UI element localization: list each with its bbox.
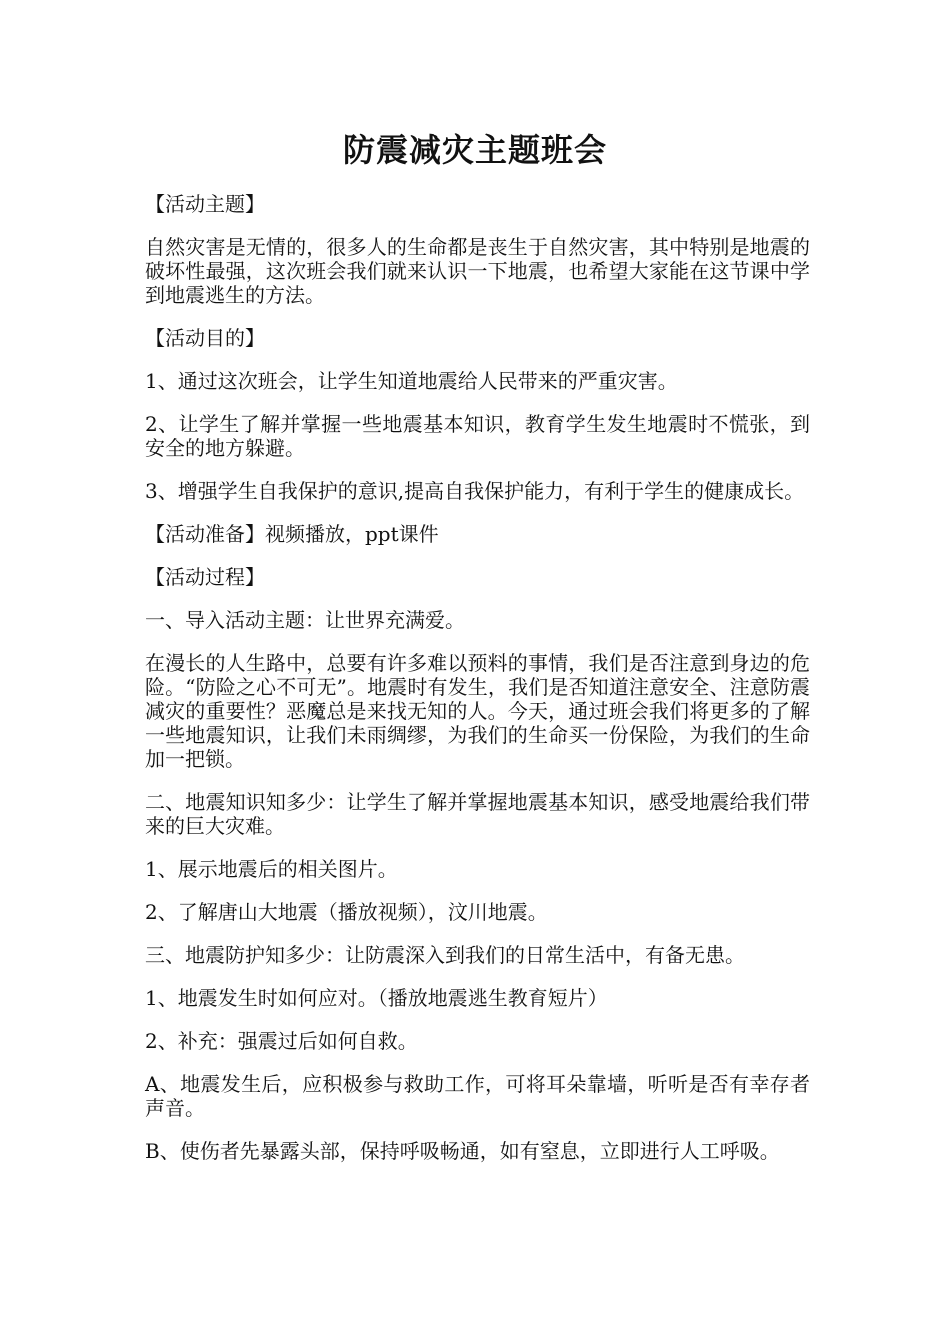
- process-step-2-item-1: 1、展示地震后的相关图片。: [145, 857, 398, 881]
- section-preparation: 【活动准备】视频播放，ppt课件: [145, 522, 439, 546]
- self-rescue-item-b: B、使伤者先暴露头部，保持呼吸畅通，如有窒息，立即进行人工呼吸。: [145, 1139, 780, 1163]
- process-step-2-heading: 二、地震知识知多少：让学生了解并掌握地震基本知识，感受地震给我们带来的巨大灾难。: [145, 790, 810, 838]
- paragraph-theme-text: 自然灾害是无情的，很多人的生命都是丧生于自然灾害，其中特别是地震的破坏性最强，这次班会我们就来认识一下地震，也希望大家能在这节课中学到地震逃生的方法。: [145, 235, 810, 307]
- process-step-3-heading: 三、地震防护知多少：让防震深入到我们的日常生活中，有备无患。: [145, 943, 745, 967]
- process-step-2-item-2: 2、了解唐山大地震（播放视频），汶川地震。: [145, 900, 548, 924]
- section-heading-theme: 【活动主题】: [145, 192, 265, 216]
- document-title: 防震减灾主题班会: [342, 131, 607, 169]
- self-rescue-item-a: A、地震发生后，应积极参与救助工作，可将耳朵靠墙，听听是否有幸存者声音。: [145, 1072, 810, 1120]
- section-heading-process: 【活动过程】: [145, 565, 265, 589]
- purpose-item-3: 3、增强学生自我保护的意识,提高自我保护能力，有利于学生的健康成长。: [145, 479, 805, 503]
- purpose-item-2: 2、让学生了解并掌握一些地震基本知识，教育学生发生地震时不慌张，到安全的地方躲避。: [145, 412, 810, 460]
- purpose-item-1: 1、通过这次班会，让学生知道地震给人民带来的严重灾害。: [145, 369, 678, 393]
- section-heading-purpose: 【活动目的】: [145, 326, 265, 350]
- process-step-1-text: 在漫长的人生路中，总要有许多难以预料的事情，我们是否注意到身边的危险。“防险之心不可无”。地震时有发生，我们是否知道注意安全、注意防震减灾的重要性？恶魔总是来找无知的人。今天，通过班会我们将更多的了解一些地震知识，让我们未雨绸缪，为我们的生命买一份保险，为我们的生命加一把锁。: [145, 651, 810, 771]
- process-step-3-item-2: 2、补充：强震过后如何自救。: [145, 1029, 418, 1053]
- document-body: [145, 192, 810, 1182]
- process-step-1-heading: 一、导入活动主题：让世界充满爱。: [145, 608, 465, 632]
- process-step-3-item-1: 1、地震发生时如何应对。（播放地震逃生教育短片）: [145, 986, 608, 1010]
